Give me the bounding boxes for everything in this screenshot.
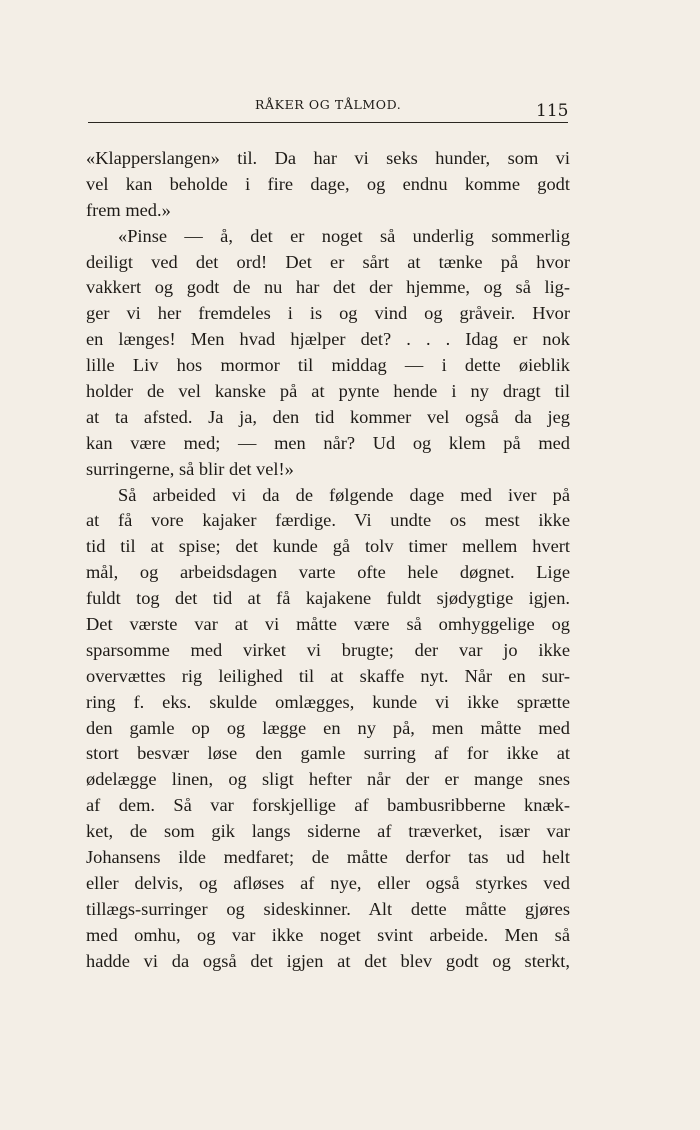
text-line: Det værste var at vi måtte være så omhyggelige og: [86, 614, 570, 635]
text-line: «Klapperslangen» til. Da har vi seks hunder, som vi: [86, 148, 570, 168]
text-line: tid til at spise; det kunde gå tolv timer mellem hvert: [86, 536, 570, 557]
text-line: tillægs-surringer og sideskinner. Alt dette måtte gjøres: [86, 898, 570, 919]
text-line: eller delvis, og afløses af nye, eller også styrkes ved: [86, 872, 570, 893]
text-line: af dem. Så var forskjellige af bambusribberne knæk-: [86, 795, 570, 816]
text-line: at få vore kajaker færdige. Vi undte os mest ikke: [86, 510, 570, 531]
text-line: ring f. eks. skulde omlægges, kunde vi ikke sprætte: [86, 691, 570, 712]
text-line: frem med.»: [86, 199, 171, 220]
running-head: RÅKER OG TÅLMOD.: [255, 97, 402, 112]
text-line: mål, og arbeidsdagen varte ofte hele døgnet. Lige: [86, 562, 570, 583]
page-number: 115: [536, 101, 569, 121]
text-line: vel kan beholde i fire dage, og endnu komme godt: [86, 173, 570, 194]
text-line: ket, de som gik langs siderne af træverket, især var: [86, 821, 570, 842]
text-line: «Pinse — å, det er noget så underlig sommerlig: [118, 225, 570, 246]
text-line: med omhu, og var ikke noget svint arbeide. Men så: [86, 924, 570, 945]
text-line: overvættes rig leilighed til at skaffe nyt. Når en sur-: [86, 665, 570, 686]
text-line: vakkert og godt de nu har det der hjemme, og så lig-: [86, 277, 570, 298]
text-line: ødelægge linen, og sligt hefter når der er mange snes: [86, 769, 570, 790]
text-line: stort besvær løse den gamle surring af for ikke at: [86, 743, 570, 764]
text-line: deiligt ved det ord! Det er sårt at tænke på hvor: [86, 251, 570, 272]
header-rule: [88, 122, 568, 123]
text-line: at ta afsted. Ja ja, den tid kommer vel også da jeg: [86, 406, 570, 427]
text-line: den gamle op og lægge en ny på, men måtte med: [86, 717, 570, 738]
text-line: surringerne, så blir det vel!»: [86, 458, 294, 479]
text-line: holder de vel kanske på at pynte hende i ny dragt til: [86, 381, 570, 402]
text-line: fuldt tog det tid at få kajakene fuldt sjødygtige igjen.: [86, 588, 570, 609]
text-line: ger vi her fremdeles i is og vind og gråveir. Hvor: [86, 303, 570, 324]
text-line: kan være med; — men når? Ud og klem på med: [86, 432, 570, 453]
text-line: sparsomme med virket vi brugte; der var jo ikke: [86, 639, 570, 660]
text-line: hadde vi da også det igjen at det blev godt og sterkt,: [86, 950, 570, 971]
text-line: en længes! Men hvad hjælper det? . . . Idag er nok: [86, 329, 570, 350]
body-text: [86, 146, 570, 975]
text-line: lille Liv hos mormor til middag — i dette øieblik: [86, 355, 570, 376]
text-line: Så arbeided vi da de følgende dage med iver på: [118, 484, 570, 505]
text-line: Johansens ilde medfaret; de måtte derfor tas ud helt: [86, 847, 570, 868]
